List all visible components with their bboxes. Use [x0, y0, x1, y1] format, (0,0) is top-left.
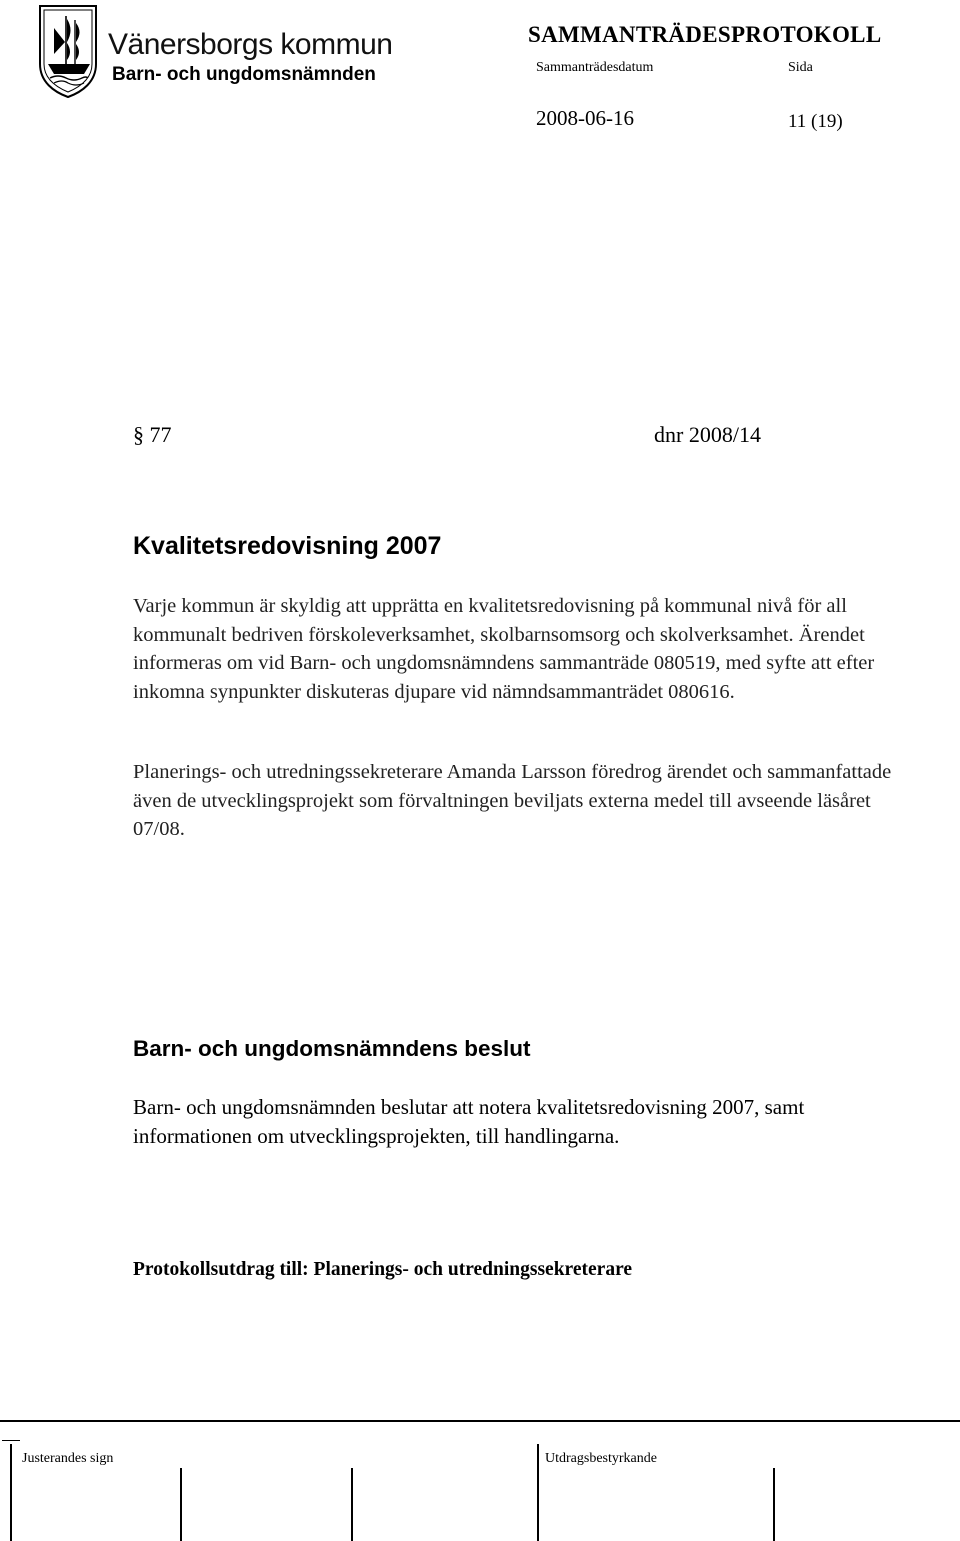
body-paragraph: Varje kommun är skyldig att upprätta en kvalitetsredovisning på kommunal nivå för all kommunalt bedriven förskoleverksamhet, skolbarnsomsorg och skolverksamhet. Ärendet informeras om vid Barn- och ungdomsnämndens sammanträde 080519, med syfte att efter inkomna synpunkter diskuteras djupare vid nämndsammanträdet 080616.: [133, 595, 875, 703]
signature-box-line: [773, 1468, 775, 1541]
footer-tick: [2, 1440, 20, 1441]
page-title: Kvalitetsredovisning 2007: [133, 532, 442, 560]
committee-name: Barn- och ungdomsnämnden: [112, 64, 376, 85]
signature-box-line: [537, 1444, 539, 1541]
municipal-logo-icon: [36, 2, 100, 99]
extract-recipients: Protokollsutdrag till: Planerings- och utredningssekreterare: [133, 1259, 633, 1280]
excerpt-certification-label: Utdragsbestyrkande: [545, 1451, 657, 1466]
signature-box-line: [10, 1444, 12, 1541]
signature-box-line: [180, 1468, 182, 1541]
signature-box-line: [351, 1468, 353, 1541]
document-type: SAMMANTRÄDESPROTOKOLL: [528, 22, 882, 47]
meeting-date-label: Sammanträdesdatum: [536, 60, 654, 75]
meeting-date: 2008-06-16: [536, 106, 634, 130]
decision-heading: Barn- och ungdomsnämndens beslut: [133, 1036, 531, 1061]
page-number: 11 (19): [788, 111, 843, 132]
page-label: Sida: [788, 60, 813, 75]
signature-label: Justerandes sign: [22, 1451, 114, 1466]
case-number: dnr 2008/14: [654, 422, 761, 447]
section-number: § 77: [133, 422, 172, 447]
footer-divider: [0, 1420, 960, 1422]
body-paragraph: Planerings- och utredningssekreterare Amanda Larsson föredrog ärendet och sammanfattade även de utvecklingsprojekt som förvaltningen beviljats externa medel till avseende läsåret 07/08.: [133, 761, 892, 840]
municipality-name: Vänersborgs kommun: [108, 28, 393, 61]
decision-text: Barn- och ungdomsnämnden beslutar att notera kvalitetsredovisning 2007, samt informationen om utvecklingsprojekten, till handlingarna.: [133, 1095, 805, 1148]
